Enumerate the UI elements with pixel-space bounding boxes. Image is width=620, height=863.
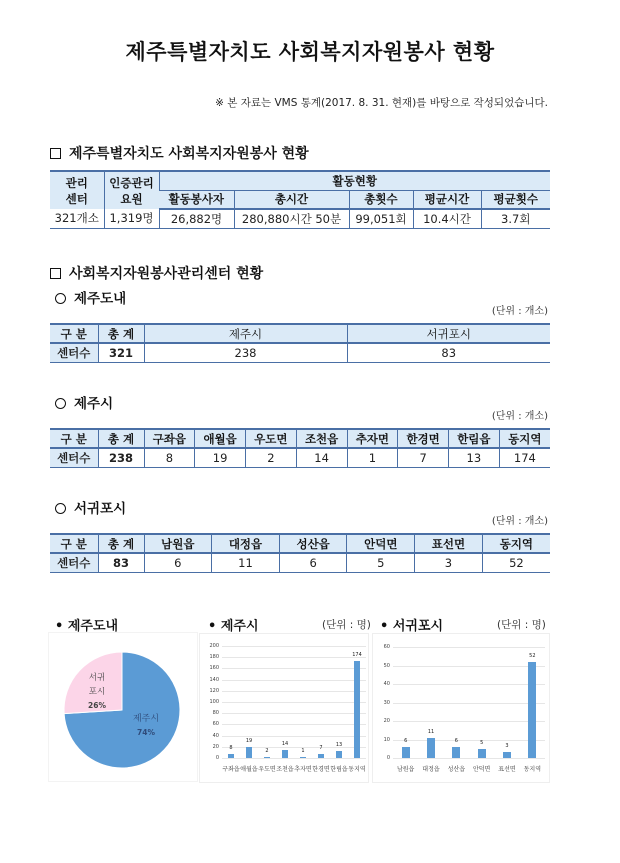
x-tick-label: 성산읍 [447, 766, 466, 773]
bar [402, 747, 410, 758]
unit-label: (단위 : 개소) [491, 411, 548, 422]
x-tick-label: 한경면 [312, 766, 330, 773]
header-avg-hours: 평균시간 [413, 190, 481, 209]
bar-value-label: 13 [335, 741, 343, 748]
section-heading-text: 제주특별자치도 사회복지자원봉사 현황 [69, 146, 309, 162]
cell-region-count: 14 [296, 448, 347, 467]
pie-label-seogwipo: 서귀 포시 26% [88, 673, 106, 710]
gridline [393, 647, 545, 648]
subheading-seogwipo [55, 497, 126, 517]
cell-region-count: 19 [195, 448, 246, 467]
gridline [222, 680, 366, 681]
bar [336, 751, 342, 758]
cell-total-hours: 280,880시간 50분 [234, 209, 349, 228]
gridline [393, 666, 545, 667]
cell-region-count: 7 [398, 448, 449, 467]
x-tick-label: 남원읍 [396, 766, 415, 773]
cell-avg-hours: 10.4시간 [413, 209, 481, 228]
seogwipo-bar-chart [373, 634, 551, 784]
cell-avg-count: 3.7회 [481, 209, 550, 228]
gridline [222, 668, 366, 669]
square-bullet-icon [50, 148, 61, 159]
cell-seogwipo: 83 [347, 343, 550, 362]
subheading-text: 서귀포시 [74, 501, 127, 517]
bar-value-label: 52 [529, 652, 536, 659]
header-total: 총 계 [98, 534, 144, 553]
jeju-table [50, 428, 550, 468]
jeju-chart-title: • 제주시 [208, 619, 259, 634]
x-tick-label: 동지역 [523, 766, 542, 773]
subheading-jeju [55, 392, 113, 412]
bar-value-label: 11 [427, 728, 435, 735]
pie-chart-title: • 제주도내 [55, 619, 119, 634]
header-category: 구 분 [50, 429, 98, 448]
bar-value-label: 1 [301, 748, 305, 755]
pie-label-jeju: 제주시 74% [132, 714, 160, 737]
header-total-hours: 총시간 [234, 190, 349, 209]
header-region: 안덕면 [347, 534, 415, 553]
x-tick-label: 대정읍 [422, 766, 440, 773]
cell-volunteers: 26,882명 [159, 209, 234, 228]
bar-value-label: 5 [480, 739, 484, 746]
header-region: 동지역 [482, 534, 550, 553]
row-label: 센터수 [50, 343, 98, 362]
table-row [50, 209, 550, 228]
section-heading-text: 사회복지자원봉사관리센터 현황 [69, 266, 264, 282]
header-jeju: 제주시 [144, 324, 347, 343]
header-avg-count: 평균횟수 [481, 190, 550, 209]
circle-bullet-icon [55, 503, 66, 514]
cell-region-count: 52 [482, 553, 550, 572]
x-tick-label: 애월읍 [240, 766, 258, 773]
header-region: 한경면 [398, 429, 449, 448]
seogwipo-chart-unit: (단위 : 명) [497, 619, 546, 631]
bar-value-label: 6 [404, 737, 408, 744]
square-bullet-icon [50, 268, 61, 279]
circle-bullet-icon [55, 398, 66, 409]
header-region: 추자면 [347, 429, 398, 448]
header-region: 조천읍 [296, 429, 347, 448]
gridline [222, 736, 366, 737]
header-region: 애월읍 [195, 429, 246, 448]
x-tick-label: 한림읍 [330, 766, 348, 773]
bar [228, 754, 234, 758]
header-region: 우도면 [246, 429, 297, 448]
bar-value-label: 19 [245, 738, 253, 745]
jeju-bar-chart [200, 634, 370, 784]
cell-total: 321 [98, 343, 144, 362]
bar-value-label: 14 [281, 741, 289, 748]
page-title: 제주특별자치도 사회복지자원봉사 현황 [125, 40, 495, 64]
y-tick-label: 50 [383, 662, 390, 669]
subheading-province [55, 287, 126, 307]
x-tick-label: 표선면 [498, 766, 516, 773]
header-region: 한림읍 [449, 429, 500, 448]
bar-value-label: 2 [265, 747, 269, 754]
section-heading-overview [50, 143, 309, 163]
y-tick-label: 160 [209, 665, 219, 672]
bar [503, 752, 511, 758]
cell-total: 238 [98, 448, 144, 467]
header-region: 표선면 [415, 534, 483, 553]
gridline [222, 657, 366, 658]
x-tick-label: 우도면 [258, 766, 276, 773]
bar [528, 662, 536, 758]
cell-region-count: 3 [415, 553, 483, 572]
cell-centers: 321개소 [50, 209, 104, 228]
subheading-text: 제주도내 [74, 291, 127, 307]
row-label: 센터수 [50, 553, 98, 572]
bar [427, 738, 435, 758]
cell-region-count: 8 [144, 448, 195, 467]
header-volunteers: 활동봉사자 [159, 190, 234, 209]
x-tick-label: 동지역 [348, 766, 366, 773]
province-table [50, 323, 550, 363]
table-row [50, 343, 550, 362]
cell-region-count: 6 [144, 553, 212, 572]
cell-region-count: 13 [449, 448, 500, 467]
cell-jeju: 238 [144, 343, 347, 362]
y-tick-label: 200 [209, 643, 219, 649]
cell-certified: 1,319명 [104, 209, 159, 228]
y-tick-label: 40 [383, 681, 390, 687]
y-tick-label: 180 [209, 654, 219, 661]
cell-region-count: 1 [347, 448, 398, 467]
header-region: 대정읍 [212, 534, 280, 553]
bar [478, 749, 486, 758]
table-row [50, 553, 550, 572]
gridline [393, 721, 545, 722]
unit-label: (단위 : 개소) [491, 306, 548, 317]
cell-region-count: 174 [499, 448, 550, 467]
row-label: 센터수 [50, 448, 98, 467]
y-tick-label: 0 [215, 755, 219, 761]
seogwipo-chart-panel [372, 633, 550, 783]
y-tick-label: 20 [383, 718, 390, 724]
x-tick-label: 추자면 [294, 766, 312, 773]
overview-table [50, 170, 550, 229]
gridline [222, 646, 366, 647]
bar [246, 747, 252, 758]
gridline [222, 758, 366, 759]
header-region: 구좌읍 [144, 429, 195, 448]
bar-value-label: 174 [352, 651, 362, 658]
header-certified: 인증관리 요원 [104, 171, 159, 209]
header-total-count: 총횟수 [349, 190, 413, 209]
circle-bullet-icon [55, 293, 66, 304]
bar-value-label: 3 [505, 743, 509, 750]
x-tick-label: 안덕면 [472, 766, 491, 773]
header-activity: 활동현황 [159, 171, 550, 190]
gridline [393, 740, 545, 741]
bar-value-label: 8 [229, 744, 233, 751]
header-category: 구 분 [50, 534, 98, 553]
bar-value-label: 7 [319, 745, 323, 752]
bar [452, 747, 460, 758]
y-tick-label: 140 [209, 676, 219, 683]
cell-total: 83 [98, 553, 144, 572]
section-heading-centers [50, 263, 263, 283]
header-center: 관리 센터 [50, 171, 104, 209]
y-tick-label: 80 [212, 710, 219, 717]
y-tick-label: 60 [383, 644, 390, 650]
cell-total-count: 99,051회 [349, 209, 413, 228]
gridline [393, 684, 545, 685]
subheading-text: 제주시 [74, 396, 114, 412]
bar [300, 757, 306, 758]
header-total: 총 계 [98, 324, 144, 343]
header-region: 성산읍 [279, 534, 347, 553]
y-tick-label: 20 [212, 743, 219, 750]
gridline [222, 724, 366, 725]
gridline [222, 691, 366, 692]
y-tick-label: 40 [212, 732, 219, 739]
unit-label: (단위 : 개소) [491, 516, 548, 527]
pie-chart-panel [48, 632, 198, 782]
cell-region-count: 5 [347, 553, 415, 572]
bar-value-label: 6 [454, 737, 458, 744]
header-total: 총 계 [98, 429, 144, 448]
bar [354, 661, 360, 758]
y-tick-label: 30 [383, 699, 390, 706]
gridline [393, 758, 545, 759]
gridline [393, 703, 545, 704]
bar [264, 757, 270, 758]
source-note: ※ 본 자료는 VMS 통계(2017. 8. 31. 현재)를 바탕으로 작성되었습니다. [215, 97, 548, 109]
y-tick-label: 60 [212, 721, 219, 728]
jeju-chart-unit: (단위 : 명) [322, 619, 371, 631]
x-tick-label: 구좌읍 [222, 766, 240, 773]
y-tick-label: 0 [386, 755, 390, 761]
header-seogwipo: 서귀포시 [347, 324, 550, 343]
x-tick-label: 조천읍 [276, 766, 294, 773]
y-tick-label: 10 [383, 736, 390, 743]
cell-region-count: 2 [246, 448, 297, 467]
seogwipo-chart-title: • 서귀포시 [380, 619, 444, 634]
bar [318, 754, 324, 758]
header-region: 남원읍 [144, 534, 212, 553]
table-row [50, 448, 550, 467]
seogwipo-table [50, 533, 550, 573]
gridline [222, 713, 366, 714]
pie-chart [49, 633, 199, 783]
cell-region-count: 6 [279, 553, 347, 572]
header-category: 구 분 [50, 324, 98, 343]
bar [282, 750, 288, 758]
y-tick-label: 120 [209, 687, 219, 694]
gridline [222, 702, 366, 703]
jeju-chart-panel [199, 633, 369, 783]
header-region: 동지역 [499, 429, 550, 448]
y-tick-label: 100 [209, 699, 219, 705]
cell-region-count: 11 [212, 553, 280, 572]
